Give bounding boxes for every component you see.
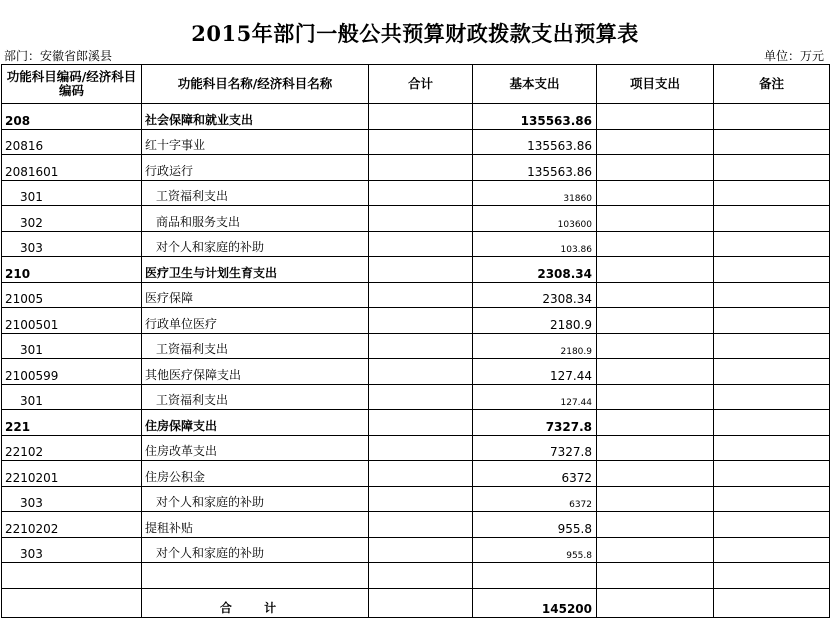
total-label: 合 计	[142, 588, 369, 617]
cell-remark	[714, 537, 830, 563]
cell-project	[597, 359, 714, 385]
cell-project	[597, 435, 714, 461]
table-row	[2, 359, 830, 385]
table-row	[2, 155, 830, 181]
cell-total	[369, 359, 473, 385]
cell-remark	[714, 333, 830, 359]
cell-project	[597, 512, 714, 538]
table-row	[2, 435, 830, 461]
cell-name: 对个人和家庭的补助	[142, 231, 369, 257]
cell-project	[597, 563, 714, 589]
cell-basic: 2180.9	[473, 333, 597, 359]
cell-name: 红十字事业	[142, 129, 369, 155]
table-row	[2, 104, 830, 130]
cell-code: 303	[2, 537, 142, 563]
header-name: 功能科目名称/经济科目名称	[142, 65, 369, 104]
cell-remark	[714, 282, 830, 308]
table-row	[2, 282, 830, 308]
page-title: 2015年部门一般公共预算财政拨款支出预算表	[191, 21, 639, 46]
total-basic: 145200	[473, 588, 597, 617]
cell-remark	[714, 308, 830, 334]
cell-basic: 6372	[473, 461, 597, 487]
cell-basic: 955.8	[473, 537, 597, 563]
cell-basic: 103.86	[473, 231, 597, 257]
cell-code: 302	[2, 206, 142, 232]
header-basic: 基本支出	[473, 65, 597, 104]
cell-remark	[714, 461, 830, 487]
cell-basic: 7327.8	[473, 435, 597, 461]
table-row	[2, 384, 830, 410]
cell-basic: 2308.34	[473, 282, 597, 308]
cell-basic: 31860	[473, 180, 597, 206]
cell-project	[597, 537, 714, 563]
cell-name: 工资福利支出	[142, 333, 369, 359]
cell-total	[369, 512, 473, 538]
header-project: 项目支出	[597, 65, 714, 104]
cell-remark	[714, 359, 830, 385]
cell-name: 对个人和家庭的补助	[142, 537, 369, 563]
cell-remark	[714, 104, 830, 130]
cell-project	[597, 104, 714, 130]
cell-total	[369, 461, 473, 487]
cell-total	[369, 231, 473, 257]
cell-remark	[714, 563, 830, 589]
cell-code: 301	[2, 384, 142, 410]
cell-name: 住房保障支出	[142, 410, 369, 436]
cell-total	[369, 180, 473, 206]
cell-name	[142, 563, 369, 589]
table-row	[2, 206, 830, 232]
table-header-row	[2, 65, 830, 104]
cell-total	[369, 308, 473, 334]
cell-name: 医疗卫生与计划生育支出	[142, 257, 369, 283]
cell-remark	[714, 384, 830, 410]
cell-basic: 955.8	[473, 512, 597, 538]
cell-name: 住房公积金	[142, 461, 369, 487]
table-row	[2, 461, 830, 487]
cell-code: 2081601	[2, 155, 142, 181]
cell-code	[2, 563, 142, 589]
cell-project	[597, 129, 714, 155]
cell-total	[369, 435, 473, 461]
cell-code: 301	[2, 333, 142, 359]
department-label: 部门：安徽省郎溪县	[4, 49, 113, 63]
unit-label: 单位：万元	[763, 49, 824, 63]
table-row	[2, 333, 830, 359]
cell-code: 221	[2, 410, 142, 436]
cell-remark	[714, 206, 830, 232]
cell-project	[597, 333, 714, 359]
cell-total	[369, 282, 473, 308]
cell-basic: 2308.34	[473, 257, 597, 283]
cell-project	[597, 257, 714, 283]
cell-name: 住房改革支出	[142, 435, 369, 461]
cell-basic: 127.44	[473, 359, 597, 385]
total-row	[2, 588, 830, 617]
cell-code: 21005	[2, 282, 142, 308]
cell-basic: 135563.86	[473, 129, 597, 155]
cell-total	[369, 384, 473, 410]
cell-project	[597, 308, 714, 334]
cell-total	[369, 155, 473, 181]
cell-name: 行政单位医疗	[142, 308, 369, 334]
total-remark-cell	[714, 588, 830, 617]
table-row	[2, 129, 830, 155]
cell-remark	[714, 129, 830, 155]
cell-total	[369, 206, 473, 232]
cell-remark	[714, 155, 830, 181]
cell-project	[597, 180, 714, 206]
cell-code: 303	[2, 486, 142, 512]
cell-name: 对个人和家庭的补助	[142, 486, 369, 512]
cell-name: 社会保障和就业支出	[142, 104, 369, 130]
cell-name: 工资福利支出	[142, 180, 369, 206]
total-project-cell	[597, 588, 714, 617]
cell-total	[369, 257, 473, 283]
cell-basic: 127.44	[473, 384, 597, 410]
cell-code: 301	[2, 180, 142, 206]
header-remark: 备注	[714, 65, 830, 104]
cell-name: 商品和服务支出	[142, 206, 369, 232]
cell-code: 2100599	[2, 359, 142, 385]
cell-basic	[473, 563, 597, 589]
cell-remark	[714, 512, 830, 538]
cell-basic: 7327.8	[473, 410, 597, 436]
cell-remark	[714, 231, 830, 257]
cell-total	[369, 410, 473, 436]
budget-table	[1, 64, 830, 618]
cell-code: 22102	[2, 435, 142, 461]
cell-code: 20816	[2, 129, 142, 155]
cell-basic: 135563.86	[473, 155, 597, 181]
cell-project	[597, 231, 714, 257]
header-total: 合计	[369, 65, 473, 104]
cell-project	[597, 461, 714, 487]
cell-name: 行政运行	[142, 155, 369, 181]
cell-basic: 6372	[473, 486, 597, 512]
cell-project	[597, 486, 714, 512]
table-row	[2, 410, 830, 436]
cell-basic: 135563.86	[473, 104, 597, 130]
cell-total	[369, 104, 473, 130]
table-row	[2, 537, 830, 563]
cell-remark	[714, 257, 830, 283]
table-row	[2, 257, 830, 283]
cell-code: 210	[2, 257, 142, 283]
cell-remark	[714, 435, 830, 461]
cell-name: 医疗保障	[142, 282, 369, 308]
cell-total	[369, 537, 473, 563]
cell-project	[597, 384, 714, 410]
cell-basic: 2180.9	[473, 308, 597, 334]
cell-project	[597, 155, 714, 181]
cell-code: 2210202	[2, 512, 142, 538]
table-row	[2, 308, 830, 334]
header-code: 功能科目编码/经济科目编码	[2, 65, 142, 104]
cell-basic: 103600	[473, 206, 597, 232]
total-total-cell	[369, 588, 473, 617]
cell-remark	[714, 180, 830, 206]
cell-code: 208	[2, 104, 142, 130]
table-row	[2, 486, 830, 512]
table-row	[2, 512, 830, 538]
cell-total	[369, 486, 473, 512]
cell-remark	[714, 410, 830, 436]
cell-name: 其他医疗保障支出	[142, 359, 369, 385]
table-row	[2, 231, 830, 257]
cell-code: 2210201	[2, 461, 142, 487]
cell-total	[369, 333, 473, 359]
cell-code: 2100501	[2, 308, 142, 334]
cell-total	[369, 129, 473, 155]
cell-remark	[714, 486, 830, 512]
total-code-cell	[2, 588, 142, 617]
table-row	[2, 563, 830, 589]
cell-name: 提租补贴	[142, 512, 369, 538]
cell-code: 303	[2, 231, 142, 257]
cell-project	[597, 410, 714, 436]
cell-project	[597, 282, 714, 308]
table-row	[2, 180, 830, 206]
cell-project	[597, 206, 714, 232]
cell-total	[369, 563, 473, 589]
cell-name: 工资福利支出	[142, 384, 369, 410]
